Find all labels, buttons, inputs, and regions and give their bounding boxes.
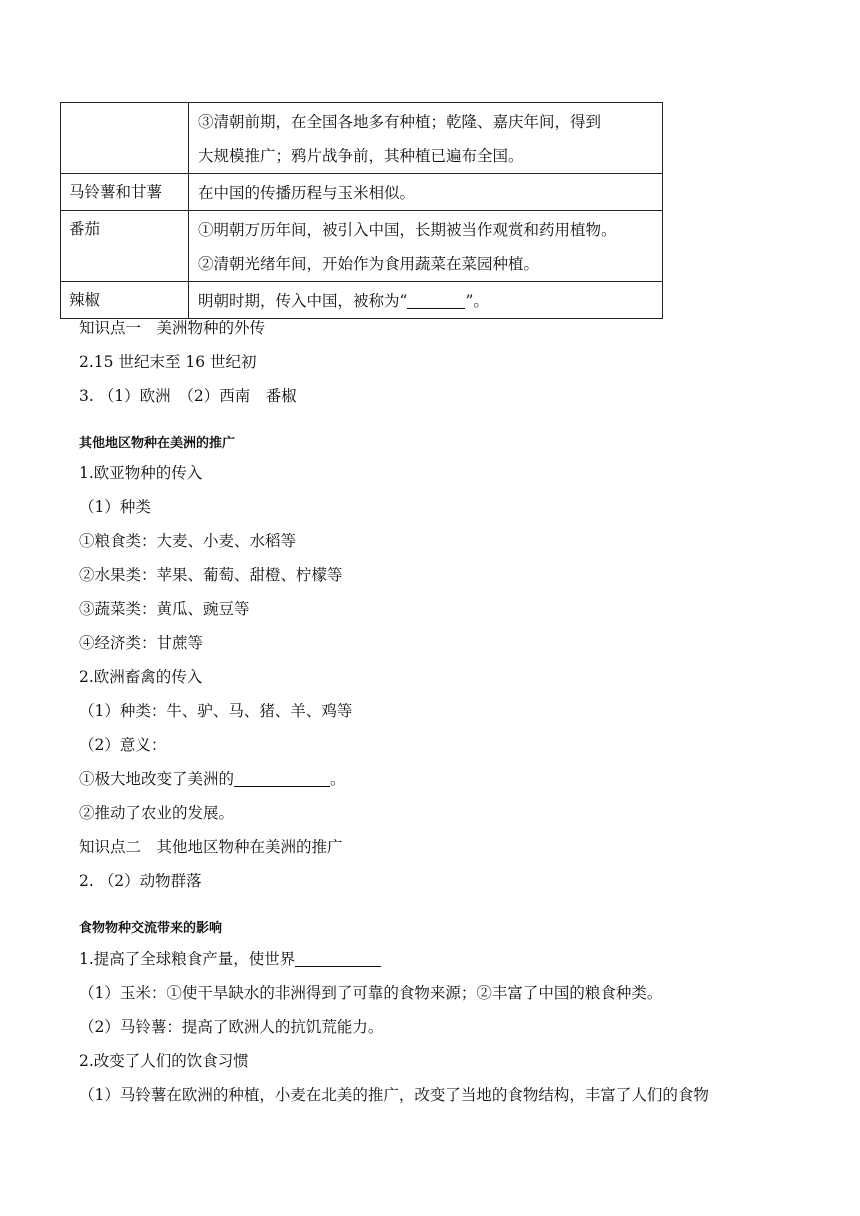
table-row — [61, 103, 663, 174]
table-cell-line: 大规模推广；鸦片战争前，其种植已遍布全国。 — [198, 147, 524, 165]
table-cell-line: ①明朝万历年间，被引入中国，长期被当作观赏和药用植物。 — [198, 221, 617, 239]
fill-in-blank[interactable] — [295, 950, 381, 967]
text-line: （1）马铃薯在欧洲的种植，小麦在北美的推广，改变了当地的食物结构，丰富了人们的食物 — [79, 1086, 709, 1104]
table-cell-name — [61, 174, 189, 211]
table-cell-line: 在中国的传播历程与玉米相似。 — [198, 184, 416, 202]
table-row — [61, 211, 663, 282]
fill-in-blank[interactable] — [234, 770, 330, 787]
text-line: 1.欧亚物种的传入 — [79, 464, 203, 482]
table-cell-content — [189, 282, 663, 319]
table-cell-name — [61, 282, 189, 319]
text-line: 2.欧洲畜禽的传入 — [79, 668, 203, 686]
section-heading: 食物物种交流带来的影响 — [79, 921, 223, 936]
crop-spread-table — [60, 102, 663, 319]
text-line: ②推动了农业的发展。 — [79, 804, 235, 822]
text-line: （1）玉米：①使干旱缺水的非洲得到了可靠的食物来源；②丰富了中国的粮食种类。 — [79, 984, 663, 1002]
text-line: （2）意义： — [79, 736, 167, 754]
text-line: 2.改变了人们的饮食习惯 — [79, 1052, 249, 1070]
fill-in-text: 。 — [330, 770, 346, 788]
answer-line: 2.15 世纪末至 16 世纪初 — [79, 353, 257, 371]
answer-title: 知识点二 其他地区物种在美洲的推广 — [79, 838, 343, 856]
answer-line: 3. （1）欧洲 （2）西南 番椒 — [79, 387, 297, 405]
fill-in-blank[interactable] — [407, 292, 465, 309]
table-cell-line: 番茄 — [69, 220, 101, 238]
text-line: （1）种类 — [79, 498, 151, 516]
fill-in-text: ”。 — [465, 292, 489, 310]
answer-line: 2. （2）动物群落 — [79, 872, 202, 890]
answer-title: 知识点一 美洲物种的外传 — [79, 319, 266, 337]
table-cell-name — [61, 211, 189, 282]
text-line: ③蔬菜类：黄瓜、豌豆等 — [79, 600, 250, 618]
table-row — [61, 174, 663, 211]
section-heading: 其他地区物种在美洲的推广 — [79, 436, 236, 451]
table-cell-line — [198, 284, 654, 318]
text-line: ④经济类：甘蔗等 — [79, 634, 204, 652]
table-cell-line: 马铃薯和甘薯 — [69, 183, 163, 201]
fill-in-line — [79, 949, 381, 969]
fill-in-line — [79, 769, 346, 789]
fill-in-text: 明朝时期，传入中国，被称为“ — [198, 292, 408, 310]
text-line: （2）马铃薯：提高了欧洲人的抗饥荒能力。 — [79, 1018, 384, 1036]
fill-in-text: ①极大地改变了美洲的 — [79, 770, 235, 788]
text-line: （1）种类：牛、驴、马、猪、羊、鸡等 — [79, 702, 353, 720]
table-cell-content — [189, 174, 663, 211]
table-row — [61, 282, 663, 319]
table-cell-content — [189, 211, 663, 282]
text-line: ①粮食类：大麦、小麦、水稻等 — [79, 532, 297, 550]
text-line: ②水果类：苹果、葡萄、甜橙、柠檬等 — [79, 566, 343, 584]
fill-in-text: 1.提高了全球粮食产量，使世界 — [79, 950, 296, 968]
table-cell-content — [189, 103, 663, 174]
table-cell-line: 辣椒 — [69, 291, 101, 309]
table-cell-name — [61, 103, 189, 174]
table-cell-line: ③清朝前期，在全国各地多有种植；乾隆、嘉庆年间，得到 — [198, 113, 602, 131]
table-cell-line: ②清朝光绪年间，开始作为食用蔬菜在菜园种植。 — [198, 255, 540, 273]
